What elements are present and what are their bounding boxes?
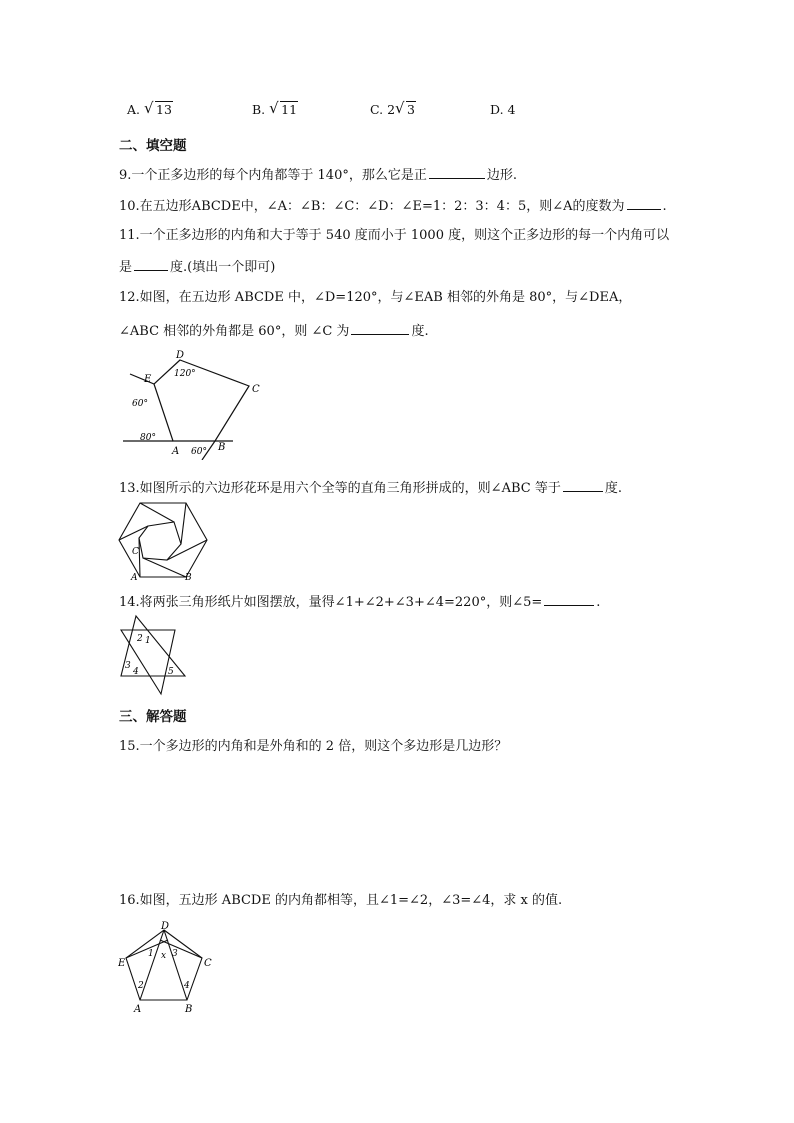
svg-text:5: 5	[168, 667, 174, 677]
sqrt-c: √ 3	[395, 99, 415, 117]
svg-text:E: E	[118, 958, 126, 969]
figure-13-hexagon-ring	[117, 500, 209, 582]
question-14: 14.将两张三角形纸片如图摆放，量得∠1+∠2+∠3+∠4=220°，则∠5= .	[119, 595, 601, 610]
question-9: 9.一个正多边形的每个内角都等于 140°，那么它是正 边形.	[119, 168, 517, 183]
answer-blank	[134, 258, 168, 271]
answer-blank	[627, 197, 661, 210]
svg-text:A: A	[131, 573, 138, 582]
figure-12-pentagon	[118, 348, 268, 460]
answer-blank	[544, 593, 594, 606]
question-15: 15.一个多边形的内角和是外角和的 2 倍，则这个多边形是几边形？	[119, 739, 508, 754]
svg-text:C: C	[204, 958, 212, 969]
svg-text:B: B	[185, 573, 192, 582]
question-10: 10.在五边形ABCDE中，∠A：∠B：∠C：∠D：∠E=1：2：3：4：5，则∠A的度数为 .	[119, 199, 667, 214]
question-13: 13.如图所示的六边形花环是用六个全等的直角三角形拼成的，则∠ABC 等于 度.	[119, 481, 622, 496]
svg-text:3: 3	[125, 661, 131, 671]
question-11-line1: 11.一个正多边形的内角和大于等于 540 度而小于 1000 度，则这个正多边形的每一个内角可以	[119, 228, 670, 243]
svg-text:D: D	[161, 921, 170, 932]
question-12-line2: ∠ABC 相邻的外角都是 60°，则 ∠C 为 度.	[119, 324, 429, 339]
svg-text:E: E	[144, 374, 152, 385]
svg-text:4: 4	[133, 667, 139, 677]
svg-text:3: 3	[172, 949, 178, 959]
svg-text:1: 1	[145, 636, 151, 646]
option-d: D. 4	[490, 102, 516, 117]
svg-text:60°: 60°	[132, 399, 148, 409]
sqrt-b: √ 11	[269, 99, 298, 117]
svg-text:2: 2	[138, 981, 144, 991]
figure-14-two-triangles	[117, 614, 189, 696]
question-16: 16.如图，五边形 ABCDE 的内角都相等，且∠1=∠2，∠3=∠4，求 x 的值.	[119, 893, 563, 908]
svg-text:1: 1	[148, 949, 154, 959]
svg-text:B: B	[218, 442, 226, 453]
svg-text:C: C	[132, 547, 139, 557]
outer-hexagon	[119, 503, 207, 577]
answer-blank	[351, 322, 409, 335]
option-a: A. √ 13	[127, 99, 172, 117]
svg-text:A: A	[134, 1004, 142, 1014]
sqrt-a: √ 13	[144, 99, 172, 117]
question-11-line2: 是 度.(填出一个即可)	[119, 260, 276, 275]
question-12-line1: 12.如图，在五边形 ABCDE 中，∠D=120°，与∠EAB 相邻的外角是 80°，与∠DEA，	[119, 290, 632, 305]
figure-16-pentagon	[118, 920, 214, 1014]
svg-text:4: 4	[184, 981, 190, 991]
svg-text:60°: 60°	[191, 447, 207, 457]
svg-text:x: x	[161, 951, 167, 961]
svg-text:80°: 80°	[140, 433, 156, 443]
section-fill-blank-title: 二、填空题	[119, 138, 187, 154]
option-b: B. √ 11	[252, 99, 298, 117]
svg-text:A: A	[172, 446, 180, 457]
answer-blank	[429, 166, 485, 179]
svg-text:D: D	[176, 350, 185, 361]
svg-text:B: B	[185, 1004, 193, 1014]
svg-text:C: C	[252, 384, 260, 395]
option-c: C. 2 √ 3	[370, 99, 415, 117]
section-solve-title: 三、解答题	[119, 709, 187, 725]
svg-text:120°: 120°	[174, 369, 196, 379]
answer-blank	[563, 479, 603, 492]
svg-text:2: 2	[137, 634, 143, 644]
pentagon-abcde	[154, 360, 249, 441]
